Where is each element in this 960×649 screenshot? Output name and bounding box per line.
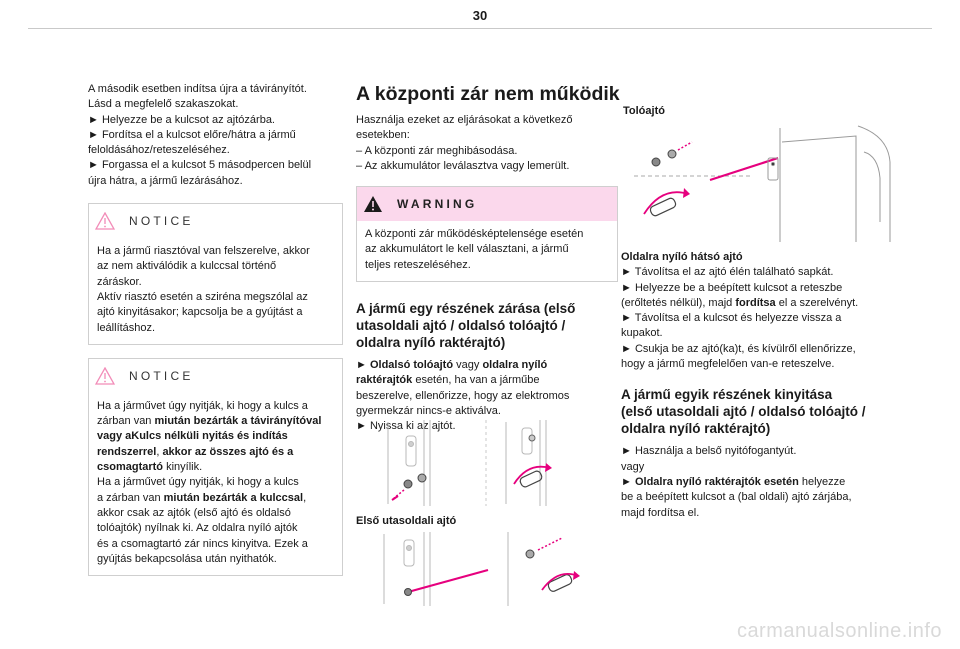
notice-line [97, 414, 334, 429]
instruction-line: ► Használja a belső nyitófogantyút. [621, 444, 893, 459]
emphasis: raktérajtók [356, 374, 413, 387]
page-title: A központi zár nem működik [356, 83, 620, 105]
notice-header [89, 204, 342, 238]
notice-opening [88, 358, 343, 576]
unlocking-instructions [621, 444, 893, 520]
key-turn-icon [526, 538, 580, 593]
sliding-door-illustration [632, 122, 894, 246]
text: el a szerelvényt. [775, 296, 859, 309]
notice-line: leállításhoz. [97, 321, 156, 334]
notice-line: az nem aktiválódik a kulccsal történő [97, 260, 277, 273]
instruction-line: ► Helyezze be a beépített kulcsot a reteszbe [621, 281, 893, 296]
notice-line: és a csomagtartó zár nincs kinyitva. Ezek a [97, 537, 308, 550]
page-number: 30 [472, 8, 488, 23]
notice-title: NOTICE [129, 368, 194, 383]
instruction-line: vagy [621, 460, 645, 473]
notice-text: zárban van [97, 415, 155, 428]
warning-title: WARNING [397, 197, 478, 212]
step-turn-key: ► Fordítsa el a kulcsot előre/hátra a jármű [88, 128, 343, 143]
notice-emphasis: vagy aKulcs nélküli nyitás és indítás [97, 430, 288, 443]
warning-line: az akkumulátort le kell választani, a jármű [365, 243, 569, 256]
notice-line: Ha a járművet úgy nyitják, ki hogy a kulcs a [97, 399, 308, 412]
instruction-line [356, 373, 618, 388]
case-item: – A központi zár meghibásodása. [356, 144, 618, 159]
notice-emphasis: csomagtartó [97, 461, 164, 474]
notice-line: ajtó kinyitásakor; kapcsolja be a gyújtást a [97, 306, 303, 319]
step-turn-back: ► Forgassa el a kulcsot 5 másodpercen belül [88, 158, 343, 173]
rotate-arrow-icon [644, 188, 690, 217]
notice-icon [95, 212, 115, 230]
lock-barrel-icon [405, 589, 412, 596]
notice-emphasis: miután bezárták a távirányítóval [154, 415, 322, 428]
instruction-line [621, 475, 893, 490]
instruction-line [356, 358, 618, 373]
heading-line: A jármű egyik részének kinyitása [621, 387, 833, 403]
key-lock-icon [392, 474, 426, 500]
instruction-line: ► Távolítsa el a kulcsot és helyezze vissza a [621, 311, 893, 326]
notice-line: Ha a járművet úgy nyitják, ki hogy a kulcs [97, 476, 299, 489]
instruction-line: majd fordítsa el. [621, 506, 700, 519]
notice-line: záráskor. [97, 275, 142, 288]
notice-header [89, 359, 342, 393]
intro-line: esetekben: [356, 129, 410, 142]
warning-line: A központi zár működésképtelensége esetén [365, 228, 584, 241]
case-item: – Az akkumulátor leválasztva vagy lemerült. [356, 159, 618, 174]
emphasis: oldalra nyíló [482, 359, 548, 372]
notice-line [97, 460, 334, 475]
notice-text: kinyílik. [163, 461, 203, 474]
notice-icon [95, 367, 115, 385]
key-lock-icon [652, 142, 692, 166]
instruction-line: gyermekzár nincs-e aktiválva. [356, 404, 501, 417]
emphasis: Oldalsó tolóajtó [369, 359, 454, 372]
notice-body [89, 393, 342, 575]
notice-alarm [88, 203, 343, 345]
text: helyezze [798, 475, 846, 488]
heading-line: oldalra nyíló raktérajtó) [356, 335, 506, 351]
notice-line: Aktív riasztó esetén a sziréna megszólal az [97, 290, 308, 303]
text: vagy [453, 359, 483, 372]
header-divider [28, 28, 932, 29]
notice-line: Ha a jármű riasztóval van felszerelve, akkor [97, 245, 310, 258]
heading-line: oldalra nyíló raktérajtó) [621, 421, 771, 437]
instruction-line: beszerelve, ellenőrizze, hogy az elektromos [356, 389, 570, 402]
notice-line: akkor csak az ajtók (első ajtó és oldalsó [97, 506, 291, 519]
instruction-line: ► Távolítsa el az ajtó élén található sapkát. [621, 265, 893, 280]
warning-line: teljes reteszeléséhez. [365, 258, 471, 271]
figure-caption-front-door: Első utasoldali ajtó [356, 515, 457, 527]
front-door-key-illustration [378, 530, 588, 608]
instruction-open-door: ► Nyissa ki az ajtót. [356, 419, 618, 434]
door-edge-drawing [506, 420, 546, 506]
warning-body [357, 221, 617, 281]
front-door-lock-illustration [380, 418, 580, 510]
instruction-line: hogy a jármű megfelelően van-e reteszelve. [621, 358, 835, 371]
section-heading-unlocking [621, 386, 893, 437]
text: esetén, ha van a járműbe [412, 374, 540, 387]
intro-line: Lásd a megfelelő szakaszokat. [88, 98, 239, 111]
warning-box [356, 186, 618, 282]
instruction-line [621, 296, 893, 311]
text: (erőltetés nélkül), majd [621, 296, 736, 309]
column-right [621, 250, 893, 521]
rear-door-instructions [621, 250, 893, 372]
intro-paragraph [88, 82, 343, 189]
notice-emphasis: miután bezárták a kulccsal [163, 491, 304, 504]
step-insert-key: ► Helyezze be a kulcsot az ajtózárba. [88, 113, 343, 128]
rear-door-title: Oldalra nyíló hátsó ajtó [621, 251, 743, 263]
notice-text: , [303, 491, 307, 504]
heading-line: (első utasoldali ajtó / oldalsó tolóajtó / [621, 404, 866, 420]
warning-icon [363, 195, 383, 213]
notice-title: NOTICE [129, 214, 194, 229]
notice-text: a zárban van [97, 491, 164, 504]
notice-text: , [156, 445, 163, 458]
intro-line: A második esetben indítsa újra a távirányítót. [88, 83, 307, 95]
emphasis: fordítsa [735, 296, 776, 309]
heading-line: utasoldali ajtó / oldalsó tolóajtó / [356, 318, 566, 334]
warning-header [357, 187, 617, 221]
section-heading-locking [356, 300, 618, 351]
instruction-line: be a beépített kulcsot a (bal oldali) ajtó zárjába, [621, 491, 852, 504]
heading-line: A jármű egy részének zárása (első [356, 301, 576, 317]
notice-line [97, 445, 334, 460]
intro-line: újra hátra, a jármű lezárásához. [88, 174, 243, 187]
column-left [88, 82, 343, 576]
notice-line: tolóajtók) nyílnak ki. Az oldalra nyíló ajtók [97, 522, 298, 535]
column-middle [356, 82, 618, 435]
notice-line: gyújtás bekapcsolása után nyithatók. [97, 552, 277, 565]
intro-line: Használja ezeket az eljárásokat a következő [356, 114, 573, 126]
instruction-line: kupakot. [621, 327, 663, 340]
pointer-line [408, 570, 488, 592]
instruction-line: ► Csukja be az ajtó(ka)t, és kívülről ellenőrizze, [621, 342, 893, 357]
notice-body [89, 238, 342, 344]
notice-line [97, 491, 334, 506]
footer-watermark: carmanualsonline.info [736, 620, 942, 642]
notice-emphasis: akkor az összes ajtó és a [162, 445, 294, 458]
emphasis: Oldalra nyíló raktérajtók esetén [634, 475, 799, 488]
van-rear-drawing [768, 126, 890, 242]
intro-line: feloldásához/reteszeléséhez. [88, 144, 230, 157]
figure-caption-sliding-door: Tolóajtó [623, 105, 665, 117]
intro-paragraph [356, 113, 618, 174]
door-edge-drawing [388, 420, 430, 506]
notice-emphasis: rendszerrel [97, 445, 157, 458]
